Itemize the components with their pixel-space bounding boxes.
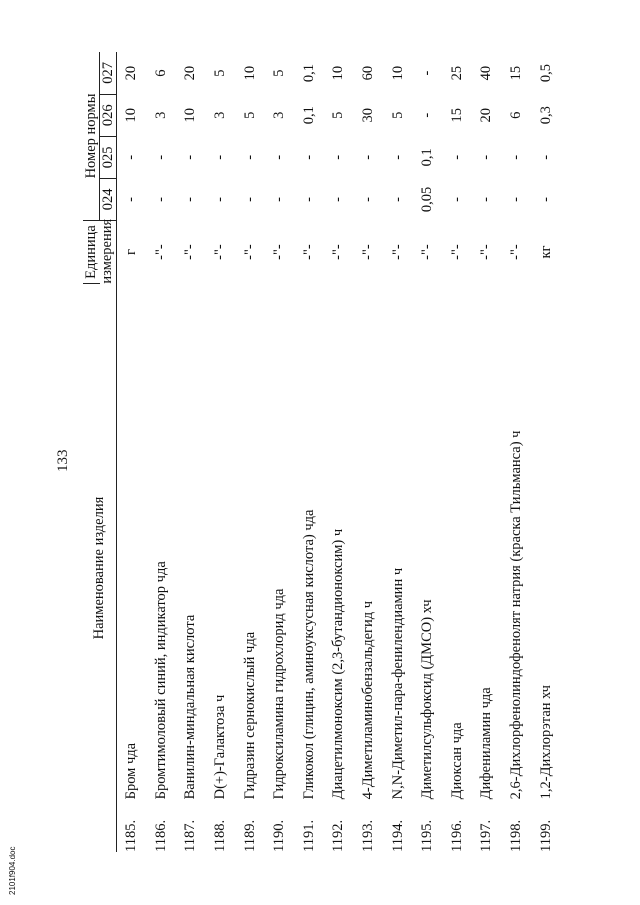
row-norm-027: 5 (271, 69, 288, 77)
row-number: 1196. (448, 819, 465, 852)
row-norm-027: 10 (389, 65, 406, 81)
row-item-name: Гидроксиламина гидрохлорид чда (271, 588, 288, 800)
row-unit: -"- (300, 244, 317, 260)
row-norm-024: - (508, 196, 525, 202)
table-row (206, 52, 236, 852)
row-norm-024: - (271, 196, 288, 202)
table-row (413, 52, 443, 852)
row-unit: кг (537, 245, 554, 259)
row-number: 1192. (330, 819, 347, 852)
row-unit: -"- (212, 244, 229, 260)
table-row (117, 52, 147, 852)
row-number: 1187. (182, 819, 199, 852)
header-norm-group: Номер нормы (83, 52, 100, 220)
row-unit: -"- (389, 244, 406, 260)
row-unit: -"- (419, 244, 436, 260)
row-unit: -"- (448, 244, 465, 260)
row-norm-027: 0,1 (300, 64, 317, 83)
row-item-name: Бромтимоловый синий, индикатор чда (152, 561, 169, 800)
row-norm-026: 10 (182, 107, 199, 123)
table-row (176, 52, 206, 852)
header-name: Наименование изделия (83, 284, 117, 852)
table-row (147, 52, 177, 852)
row-norm-027: 25 (448, 65, 465, 81)
row-norm-025: - (537, 154, 554, 160)
row-norm-026: 3 (271, 111, 288, 119)
row-number: 1194. (389, 819, 406, 852)
row-number: 1195. (419, 819, 436, 852)
row-norm-025: - (478, 154, 495, 160)
row-norm-026: 6 (508, 111, 525, 119)
header-unit-line2: измерения (99, 218, 116, 284)
row-norm-026: 0,1 (300, 106, 317, 125)
table-row (235, 52, 265, 852)
row-norm-027: 15 (508, 65, 525, 81)
row-norm-025: - (182, 154, 199, 160)
row-number: 1188. (212, 819, 229, 852)
table-row (443, 52, 473, 852)
row-norm-024: - (123, 196, 140, 202)
row-item-name: N,N-Диметил-пара-фенилендиамин ч (389, 567, 406, 800)
row-norm-025: - (212, 154, 229, 160)
row-norm-027: 20 (182, 65, 199, 81)
row-norm-025: - (241, 154, 258, 160)
row-norm-024: - (448, 196, 465, 202)
row-number: 1189. (241, 819, 258, 852)
row-norm-024: - (537, 196, 554, 202)
row-number: 1185. (123, 819, 140, 852)
row-unit: -"- (478, 244, 495, 260)
row-norm-026: 3 (152, 111, 169, 119)
row-unit: -"- (241, 244, 258, 260)
table-row (531, 52, 561, 852)
row-unit: -"- (330, 244, 347, 260)
row-item-name: 2,6-Дихлорфенолиндофенолят натрия (краска Тильманса) ч (508, 430, 525, 800)
row-norm-025: - (152, 154, 169, 160)
row-unit: г (123, 249, 140, 255)
row-item-name: D(+)-Галактоза ч (212, 694, 229, 800)
row-norm-027: 5 (212, 69, 229, 77)
row-unit: -"- (360, 244, 377, 260)
footer-doc-code (8, 835, 22, 895)
row-norm-027: 40 (478, 65, 495, 81)
row-norm-025: - (300, 154, 317, 160)
row-norm-024: - (152, 196, 169, 202)
row-number: 1199. (537, 819, 554, 852)
row-norm-026: - (419, 112, 436, 118)
row-norm-025: - (448, 154, 465, 160)
row-item-name: 4-Диметиламинобензальдегид ч (360, 600, 377, 800)
row-norm-025: - (389, 154, 406, 160)
row-norm-025: - (330, 154, 347, 160)
table-row (472, 52, 502, 852)
row-norm-024: - (212, 196, 229, 202)
row-norm-024: - (478, 196, 495, 202)
row-unit: -"- (182, 244, 199, 260)
row-norm-024: - (330, 196, 347, 202)
row-item-name: Диацетилмоноксим (2,3-бутандионоксим) ч (330, 528, 347, 800)
table-row (265, 52, 295, 852)
row-norm-026: 10 (123, 107, 140, 123)
row-norm-024: - (182, 196, 199, 202)
row-norm-026: 5 (389, 111, 406, 119)
row-norm-026: 30 (360, 107, 377, 123)
header-norm-025: 025 (100, 136, 117, 178)
row-norm-026: 5 (241, 111, 258, 119)
header-norm-026: 026 (100, 94, 117, 136)
row-norm-025: - (360, 154, 377, 160)
row-item-name: Диметилсульфоксид (ДМСО) хч (419, 599, 436, 800)
row-norm-025: - (508, 154, 525, 160)
rotated-table-block (55, 52, 575, 852)
row-item-name: Диоксан чда (448, 722, 465, 800)
table-row (354, 52, 384, 852)
table-row (295, 52, 325, 852)
row-norm-026: 20 (478, 107, 495, 123)
row-norm-026: 0,3 (537, 106, 554, 125)
row-item-name: Дифениламин чда (478, 687, 495, 800)
header-norm-024: 024 (100, 178, 117, 220)
row-item-name: Гидразин сернокислый чда (241, 631, 258, 800)
row-unit: -"- (271, 244, 288, 260)
row-number: 1191. (300, 819, 317, 852)
row-norm-027: 60 (360, 65, 377, 81)
row-norm-027: 6 (152, 69, 169, 77)
table-row (502, 52, 532, 852)
row-norm-025: - (123, 154, 140, 160)
table-row (383, 52, 413, 852)
row-number: 1193. (360, 819, 377, 852)
row-norm-024: - (389, 196, 406, 202)
row-norm-027: 20 (123, 65, 140, 81)
row-norm-024: - (300, 196, 317, 202)
row-norm-027: - (419, 70, 436, 76)
page-number: 133 (55, 449, 71, 472)
row-item-name: Гликокол (глицин, аминоуксусная кислота) чда (300, 509, 317, 800)
row-norm-027: 10 (241, 65, 258, 81)
row-norm-024: - (360, 196, 377, 202)
row-norm-026: 15 (448, 107, 465, 123)
row-item-name: Ванилин-миндальная кислота (182, 614, 199, 800)
row-unit: -"- (152, 244, 169, 260)
header-norm-027: 027 (100, 52, 117, 94)
row-norm-027: 0,5 (537, 64, 554, 83)
row-norm-024: 0,05 (419, 186, 436, 213)
row-unit: -"- (508, 244, 525, 260)
header-unit-line1: Единица (83, 220, 100, 283)
table-row (324, 52, 354, 852)
norms-table (83, 52, 561, 852)
row-number: 1198. (508, 819, 525, 852)
row-number: 1197. (478, 819, 495, 852)
row-item-name: Бром чда (123, 742, 140, 800)
row-item-name: 1,2-Дихлорэтан хч (537, 685, 554, 800)
row-norm-027: 10 (330, 65, 347, 81)
row-norm-025: 0,1 (419, 148, 436, 167)
footer-doc-code-text: 2101f904.doc (8, 846, 17, 895)
row-norm-026: 3 (212, 111, 229, 119)
row-number: 1186. (152, 819, 169, 852)
row-number: 1190. (271, 819, 288, 852)
row-norm-024: - (241, 196, 258, 202)
row-norm-025: - (271, 154, 288, 160)
row-norm-026: 5 (330, 111, 347, 119)
